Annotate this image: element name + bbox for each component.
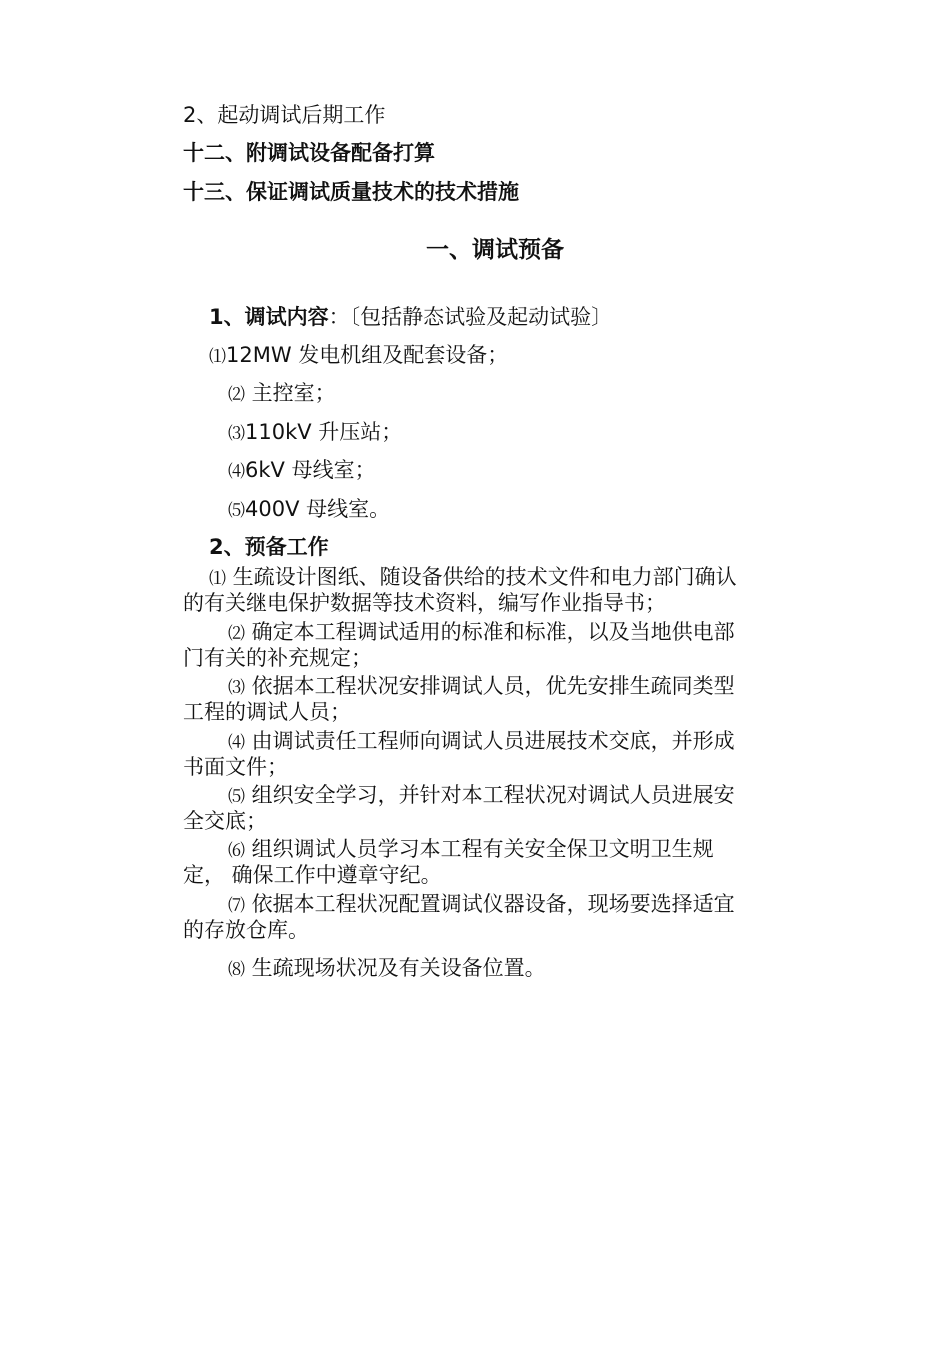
content-heading <box>209 304 612 330</box>
item-text: 110kV 升压站； <box>245 420 403 444</box>
item-number: ⑵ <box>228 385 245 405</box>
item-text: 依据本工程状况安排调试人员，优先安排生疏同类型 <box>245 674 735 698</box>
content-item <box>209 342 508 370</box>
item-number: ⑷ <box>228 733 245 753</box>
content-item <box>228 457 376 485</box>
item-number: ⑶ <box>228 678 245 698</box>
toc-item-12: 十二、附调试设备配备打算 <box>183 141 435 165</box>
prep-item-line <box>228 673 735 701</box>
content-heading-rest: ：〔包括静态试验及起动试验〕 <box>328 305 613 329</box>
content-item <box>228 419 402 447</box>
item-number: ⑴ <box>209 347 226 367</box>
prep-item-line <box>228 955 546 983</box>
prep-item-line: 工程的调试人员； <box>183 700 351 724</box>
item-number: ⑹ <box>228 841 245 861</box>
item-text: 组织安全学习，并针对本工程状况对调试人员进展安 <box>245 783 735 807</box>
item-text: 依据本工程状况配置调试仪器设备，现场要选择适宜 <box>245 892 735 916</box>
item-text: 主控室； <box>245 381 336 405</box>
item-text: 400V 母线室。 <box>245 497 391 521</box>
item-text: 确定本工程调试适用的标准和标准，以及当地供电部 <box>245 620 735 644</box>
prep-item-line: 定， 确保工作中遵章守纪。 <box>183 863 442 887</box>
item-number: ⑷ <box>228 462 245 482</box>
item-text: 由调试责任工程师向调试人员进展技术交底，并形成 <box>245 729 735 753</box>
item-text: 生疏设计图纸、随设备供给的技术文件和电力部门确认 <box>226 565 737 589</box>
prep-item-line <box>228 619 735 647</box>
content-item <box>228 496 390 524</box>
prep-item-line: 的存放仓库。 <box>183 918 309 942</box>
prep-item-line: 的有关继电保护数据等技术资料，编写作业指导书； <box>183 591 666 615</box>
prep-item-line: 全交底； <box>183 809 267 833</box>
prep-item-line <box>228 836 714 864</box>
item-text: 生疏现场状况及有关设备位置。 <box>245 956 546 980</box>
content-item <box>228 380 336 408</box>
item-text: 组织调试人员学习本工程有关安全保卫文明卫生规 <box>245 837 714 861</box>
prep-item-line <box>228 891 735 919</box>
item-number: ⑸ <box>228 787 245 807</box>
prep-item-line: 门有关的补充规定； <box>183 646 372 670</box>
item-number: ⑵ <box>228 624 245 644</box>
item-number: ⑶ <box>228 424 245 444</box>
prep-heading: 2、预备工作 <box>209 535 329 559</box>
item-number: ⑸ <box>228 501 245 521</box>
section-title: 一、调试预备 <box>426 237 564 263</box>
content-heading-bold: 1、调试内容 <box>209 305 329 329</box>
item-number: ⑴ <box>209 569 226 589</box>
prep-item-line <box>209 564 737 592</box>
prep-item-line <box>228 728 735 756</box>
toc-item-13: 十三、保证调试质量技术的技术措施 <box>183 180 519 204</box>
prep-item-line <box>228 782 735 810</box>
toc-item-2: 2、起动调试后期工作 <box>183 103 386 127</box>
prep-item-line: 书面文件； <box>183 755 288 779</box>
item-text: 12MW 发电机组及配套设备； <box>226 343 509 367</box>
item-text: 6kV 母线室； <box>245 458 376 482</box>
item-number: ⑻ <box>228 960 245 980</box>
item-number: ⑺ <box>228 896 245 916</box>
